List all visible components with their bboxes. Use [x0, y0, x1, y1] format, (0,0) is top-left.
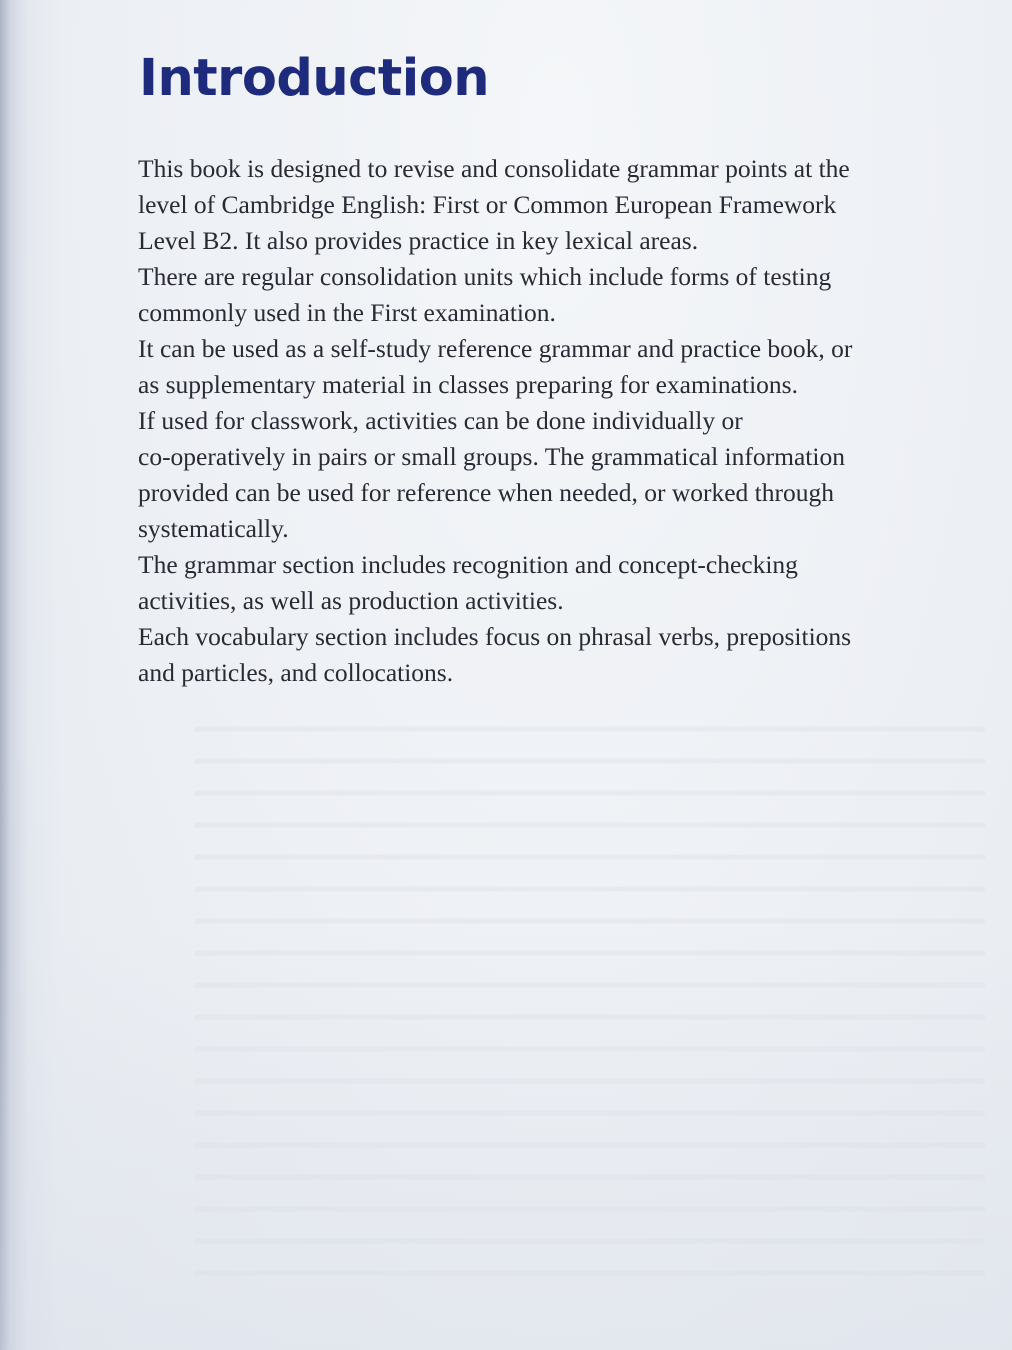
page-shading [0, 930, 1012, 1350]
text-line: It can be used as a self-study reference grammar and practice book, or [138, 334, 853, 363]
text-line: If used for classwork, activities can be done individually or [138, 406, 743, 435]
text-line: provided can be used for reference when needed, or worked through [138, 478, 834, 507]
text-line: level of Cambridge English: First or Common European Framework [138, 190, 837, 219]
text-line: activities, as well as production activities. [138, 586, 564, 615]
text-line: and particles, and collocations. [138, 658, 454, 687]
text-line: co-operatively in pairs or small groups. The grammatical information [138, 442, 845, 471]
paper-show-through [195, 700, 985, 1300]
text-line: Level B2. It also provides practice in key lexical areas. [138, 226, 699, 255]
introduction-body [138, 151, 953, 691]
text-line: as supplementary material in classes preparing for examinations. [138, 370, 798, 399]
text-line: Each vocabulary section includes focus on phrasal verbs, prepositions [138, 622, 852, 651]
text-line: systematically. [138, 514, 289, 543]
text-line: There are regular consolidation units which include forms of testing [138, 262, 832, 291]
text-line: commonly used in the First examination. [138, 298, 556, 327]
text-line: The grammar section includes recognition and concept-checking [138, 550, 798, 579]
page-title: Introduction [139, 49, 490, 108]
text-line: This book is designed to revise and consolidate grammar points at the [138, 154, 850, 183]
